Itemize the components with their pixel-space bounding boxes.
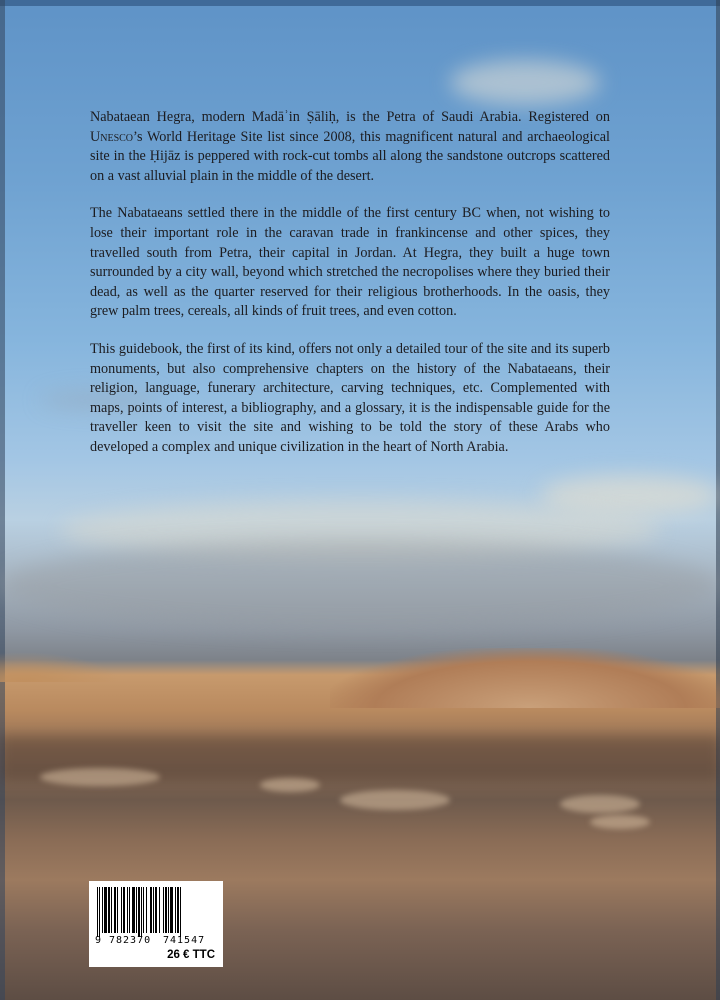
barcode-bar <box>143 887 144 933</box>
desert-scrub <box>40 768 160 786</box>
price-label: 26 € TTC <box>167 949 215 961</box>
barcode-bar <box>111 887 112 933</box>
barcode-bar <box>129 887 130 933</box>
barcode-digit-first: 9 <box>95 935 102 946</box>
barcode-bar <box>155 887 157 933</box>
blurb-text <box>90 108 610 476</box>
barcode-bar <box>127 887 128 933</box>
blurb-paragraph-2: The Nabataeans settled there in the middle of the first century BC when, not wishing to lose their important role in the caravan trade in frankincense and other spices, they travelled south from Petra, their capital in Jordan. At Hegra, they built a huge town surrounded by a city wall, beyond which stretched the necropolises where they buried their dead, as well as the quarter reserved for their religious brotherhoods. In the oasis, they grew palm trees, cereals, all kinds of fruit trees, and even cotton. <box>90 205 610 320</box>
barcode-bar <box>136 887 137 933</box>
barcode-digits-right: 741547 <box>163 935 206 946</box>
cloud <box>450 60 600 105</box>
sandstone-outcrop <box>0 652 120 682</box>
barcode-bar <box>180 887 181 937</box>
barcode-bar <box>163 887 164 933</box>
blurb-segment: Nabataean Hegra, modern Madāʾin Ṣāliḥ, is the Petra of Saudi Arabia. Registered on <box>90 109 610 125</box>
desert-scrub <box>590 815 650 829</box>
barcode-bar <box>146 887 147 933</box>
barcode-bars <box>97 887 215 939</box>
cloud-bank-shadow <box>0 540 720 630</box>
barcode-bar <box>132 887 135 933</box>
barcode-bar <box>108 887 110 933</box>
barcode-bar <box>117 887 118 933</box>
barcode-bar <box>141 887 142 937</box>
desert-scrub <box>340 790 450 810</box>
sandstone-outcrop <box>330 648 720 708</box>
cover-edge-top <box>0 0 720 6</box>
barcode-bar <box>138 887 140 937</box>
barcode-bar <box>170 887 173 933</box>
barcode-bar <box>97 887 98 937</box>
barcode-label <box>89 881 223 967</box>
desert-scrub <box>560 795 640 813</box>
barcode-bar <box>159 887 160 933</box>
barcode-bar <box>177 887 179 933</box>
barcode-bar <box>121 887 122 933</box>
barcode-bar <box>165 887 167 933</box>
barcode-bar <box>99 887 100 937</box>
barcode-bar <box>175 887 176 933</box>
barcode-bar <box>102 887 103 933</box>
barcode-digits <box>95 935 219 947</box>
barcode-bar <box>104 887 107 933</box>
blurb-paragraph-3: This guidebook, the first of its kind, offers not only a detailed tour of the site and its superb monuments, but also comprehensive chapters on the history of the Nabataeans, their religion, language, funerary architecture, carving techniques, etc. Complemented with maps, points of interest, a bibliography, and a glossary, it is the indispensable guide for the traveller keen to visit the site and wishing to be told the story of these Arabs who developed a complex and unique civilization in the heart of North Arabia. <box>90 340 610 455</box>
barcode-bar <box>123 887 125 933</box>
barcode-bar <box>168 887 169 933</box>
barcode-bar <box>150 887 152 933</box>
unesco-smallcaps: Unesco <box>90 128 134 145</box>
barcode-bar <box>153 887 154 933</box>
desert-scrub <box>260 778 320 792</box>
barcode-bar <box>114 887 116 933</box>
blurb-segment: ’s World Heritage Site list since 2008, this magnificent natural and archaeological site in the Ḥijāz is peppered with rock-cut tombs all along the sandstone outcrops scattered on a vast alluvial plain in the middle of the desert. <box>90 128 610 184</box>
cover-edge-left <box>0 0 5 1000</box>
barcode-digits-left: 782370 <box>109 935 152 946</box>
blurb-paragraph-1 <box>90 108 610 186</box>
